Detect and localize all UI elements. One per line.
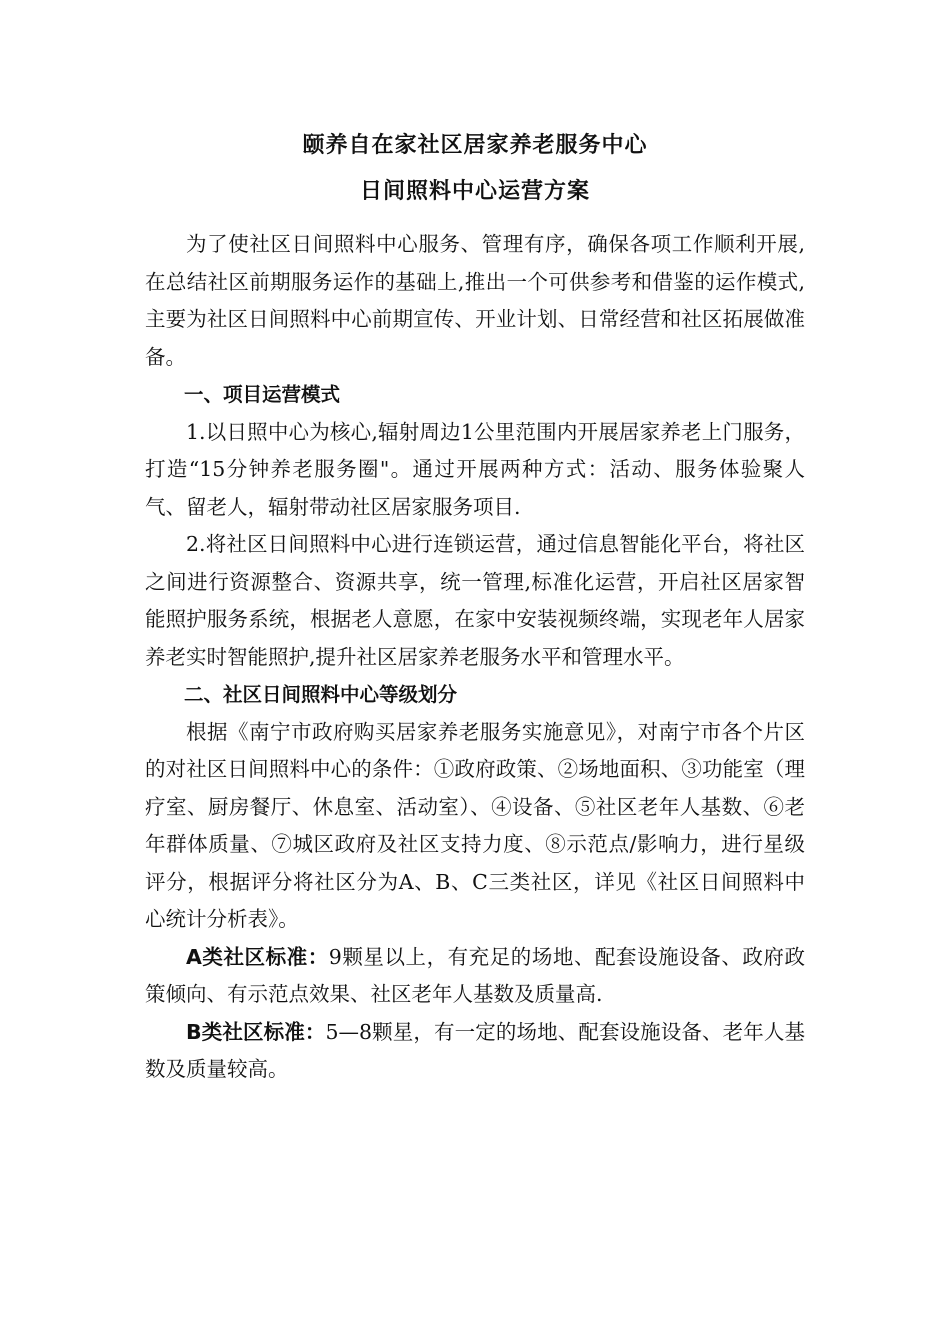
document-subtitle: 日间照料中心运营方案 bbox=[359, 179, 590, 204]
operation-mode-item-2: 2.将社区日间照料中心进行连锁运营，通过信息智能化平台，将社区之间进行资源整合、资源共享，统一管理,标准化运营，开启社区居家智能照护服务系统，根据老人意愿，在家中安装视频终端，实现老年人居家养老实时智能照护,提升社区居家养老服务水平和管理水平。 bbox=[145, 532, 805, 669]
class-a-label: A类社区标准： bbox=[186, 944, 329, 969]
grade-division-paragraph: 根据《南宁市政府购买居家养老服务实施意见》，对南宁市各个片区的对社区日间照料中心的条件：①政府政策、②场地面积、③功能室（理疗室、厨房餐厅、休息室、活动室）、④设备、⑤社区老年人基数、⑥老年群体质量、⑦城区政府及社区支持力度、⑧示范点/影响力，进行星级评分，根据评分将社区分为A、B、C三类社区，详见《社区日间照料中心统计分析表》。 bbox=[145, 719, 805, 931]
section-heading-grade-division: 二、社区日间照料中心等级划分 bbox=[184, 683, 458, 706]
class-b-label: B类社区标准： bbox=[186, 1019, 326, 1044]
class-a-text: 9颗星以上，有充足的场地、配套设施设备、政府政策倾向、有示范点效果、社区老年人基数及质量高. bbox=[145, 944, 805, 1006]
operation-mode-item-1: 1.以日照中心为核心,辐射周边1公里范围内开展居家养老上门服务，打造“15分钟养老服务圈"。通过开展两种方式：活动、服务体验聚人气、留老人，辐射带动社区居家服务项目. bbox=[145, 419, 805, 519]
intro-paragraph: 为了使社区日间照料中心服务、管理有序，确保各项工作顺利开展,在总结社区前期服务运作的基础上,推出一个可供参考和借鉴的运作模式,主要为社区日间照料中心前期宣传、开业计划、日常经营和社区拓展做准备。 bbox=[145, 232, 805, 369]
document-body bbox=[145, 226, 805, 1089]
class-b-text: 5—8颗星，有一定的场地、配套设施设备、老年人基数及质量较高。 bbox=[145, 1019, 805, 1081]
class-a-standard bbox=[145, 939, 805, 1014]
class-b-standard bbox=[145, 1014, 805, 1089]
section-heading-operation-mode: 一、项目运营模式 bbox=[184, 383, 341, 406]
document-title: 颐养自在家社区居家养老服务中心 bbox=[302, 133, 648, 158]
